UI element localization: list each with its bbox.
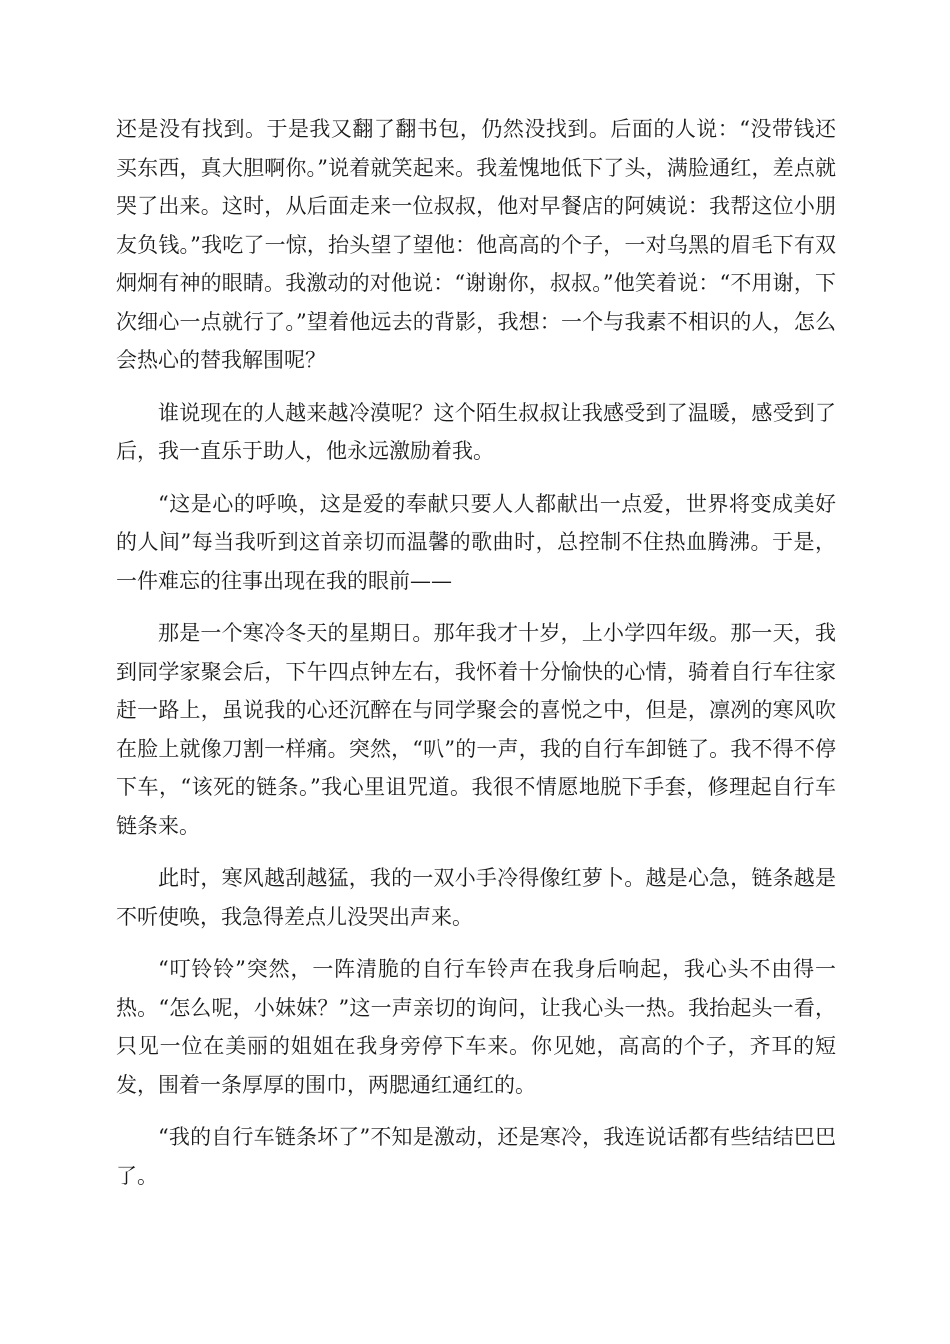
- paragraph-4: 那是一个寒冷冬天的星期日。那年我才十岁，上小学四年级。那一天，我到同学家聚会后，下午四点钟左右，我怀着十分愉快的心情，骑着自行车往家赶一路上，虽说我的心还沉醉在与同学聚会的喜悦之中，但是，凛冽的寒风吹在脸上就像刀割一样痛。突然，“叭”的一声，我的自行车卸链了。我不得不停下车，“该死的链条。”我心里诅咒道。我很不情愿地脱下手套，修理起自行车链条来。: [116, 621, 836, 838]
- paragraph-2: 谁说现在的人越来越冷漠呢？这个陌生叔叔让我感受到了温暖，感受到了后，我一直乐于助人，他永远激励着我。: [116, 400, 836, 463]
- paragraph-1: 还是没有找到。于是我又翻了翻书包，仍然没找到。后面的人说：“没带钱还买东西，真大胆啊你。”说着就笑起来。我羞愧地低下了头，满脸通红，差点就哭了出来。这时，从后面走来一位叔叔，他对早餐店的阿姨说：我帮这位小朋友负钱。”我吃了一惊，抬头望了望他：他高高的个子，一对乌黑的眉毛下有双炯炯有神的眼睛。我激动的对他说：“谢谢你，叔叔。”他笑着说：“不用谢，下次细心一点就行了。”望着他远去的背影，我想：一个与我素不相识的人，怎么会热心的替我解围呢？: [116, 117, 836, 372]
- paragraph-6: “叮铃铃”突然，一阵清脆的自行车铃声在我身后响起，我心头不由得一热。“怎么呢，小妹妹？”这一声亲切的询问，让我心头一热。我抬起头一看，只见一位在美丽的姐姐在我身旁停下车来。你见她，高高的个子，齐耳的短发，围着一条厚厚的围巾，两腮通红通红的。: [116, 957, 836, 1097]
- paragraph-7: “我的自行车链条坏了”不知是激动，还是寒冷，我连说话都有些结结巴巴了。: [116, 1125, 836, 1188]
- document-page: [116, 110, 836, 1209]
- paragraph-5: 此时，寒风越刮越猛，我的一双小手冷得像红萝卜。越是心急，链条越是不听使唤，我急得差点儿没哭出声来。: [116, 866, 836, 929]
- paragraph-3: “这是心的呼唤，这是爱的奉献只要人人都献出一点爱，世界将变成美好的人间”每当我听到这首亲切而温馨的歌曲时，总控制不住热血腾沸。于是，一件难忘的往事出现在我的眼前——: [116, 491, 836, 593]
